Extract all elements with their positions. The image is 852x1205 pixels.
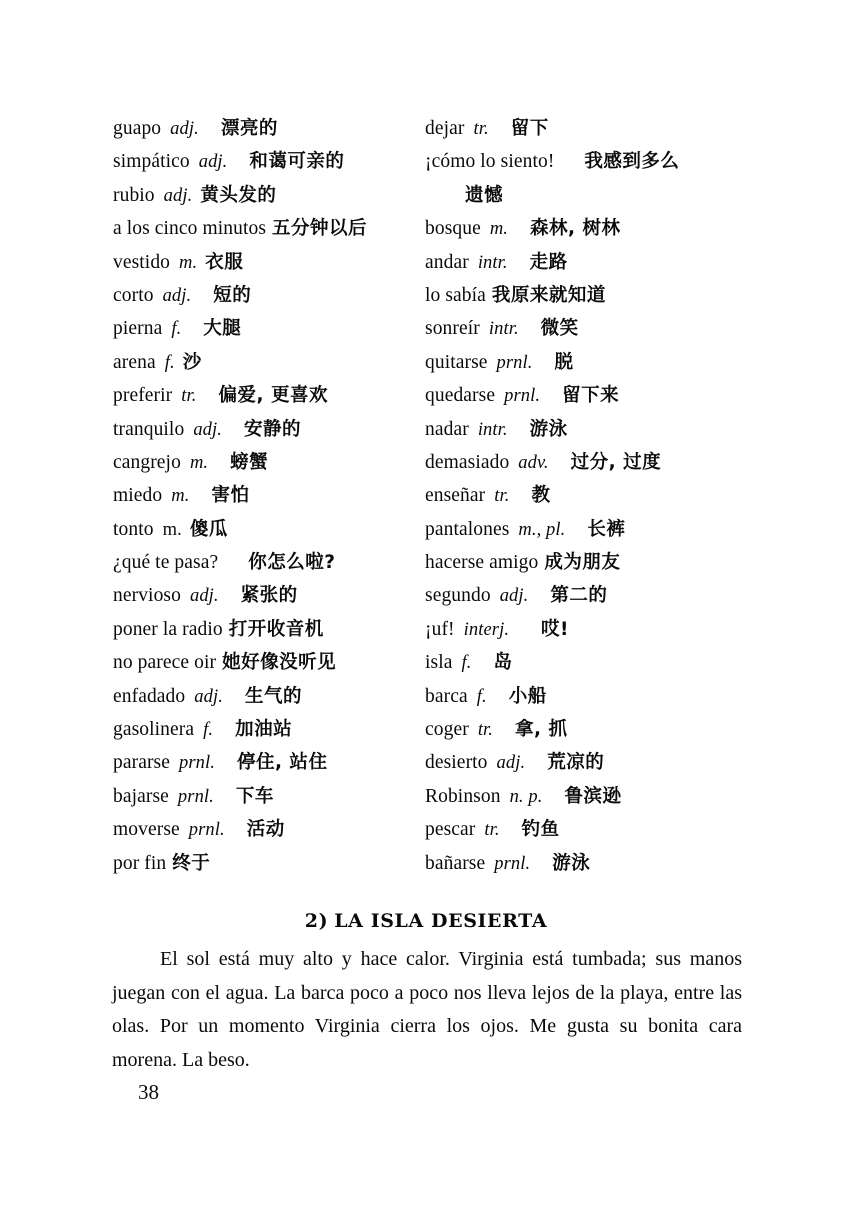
vocabulary-term: simpático	[113, 151, 190, 173]
part-of-speech: intr.	[488, 319, 519, 340]
vocabulary-entry	[425, 646, 750, 679]
vocabulary-term: ¡cómo lo siento!	[425, 151, 555, 173]
chinese-gloss: 安静的	[243, 418, 301, 440]
vocabulary-entry	[113, 346, 423, 379]
part-of-speech: adv.	[518, 452, 549, 473]
vocabulary-entry	[425, 746, 750, 779]
vocabulary-term: segundo	[425, 585, 491, 607]
chinese-gloss: 森林, 树林	[530, 218, 621, 240]
vocabulary-term: quitarse	[425, 351, 488, 373]
chinese-gloss: 五分钟以后	[272, 218, 368, 240]
vocabulary-term: poner la radio	[113, 618, 223, 640]
vocabulary-term: hacerse amigo	[425, 552, 539, 574]
chinese-gloss: 短的	[213, 284, 252, 306]
chinese-gloss: 衣服	[205, 251, 244, 273]
chinese-gloss: 下车	[235, 785, 274, 807]
chinese-gloss: 停住, 站住	[236, 752, 328, 774]
part-of-speech: adj.	[163, 185, 193, 206]
part-of-speech: f.	[164, 352, 175, 373]
part-of-speech: intr.	[477, 419, 508, 440]
chinese-gloss: 钓鱼	[521, 819, 560, 841]
part-of-speech: m.	[489, 219, 509, 240]
vocabulary-entry	[113, 479, 423, 512]
vocabulary-term: enseñar	[425, 485, 486, 507]
vocabulary-entry	[113, 212, 423, 245]
vocabulary-term: andar	[425, 251, 469, 273]
part-of-speech: prnl.	[496, 352, 533, 373]
vocabulary-entry	[113, 145, 423, 178]
part-of-speech: tr.	[484, 820, 500, 841]
vocabulary-entry	[425, 346, 750, 379]
chinese-gloss: 教	[531, 485, 551, 507]
part-of-speech: m.	[171, 486, 190, 507]
vocabulary-term: demasiado	[425, 451, 510, 473]
vocabulary-entry	[425, 312, 750, 345]
vocabulary-term: miedo	[113, 485, 163, 507]
chinese-gloss: 第二的	[550, 585, 608, 607]
chinese-gloss: 脱	[554, 351, 574, 373]
vocabulary-entry	[425, 246, 750, 279]
part-of-speech: adj.	[499, 586, 529, 607]
vocabulary-term: tranquilo	[113, 418, 185, 440]
chinese-gloss: 我原来就知道	[491, 284, 606, 306]
chinese-gloss: 加油站	[235, 719, 293, 741]
vocabulary-term: gasolinera	[113, 719, 195, 741]
vocabulary-term: moverse	[113, 819, 180, 841]
part-of-speech: prnl.	[177, 786, 214, 807]
vocabulary-term: dejar	[425, 118, 465, 139]
vocabulary-entry	[425, 479, 750, 512]
vocabulary-term: pararse	[113, 752, 170, 774]
chinese-gloss: 黄头发的	[200, 184, 277, 206]
chinese-gloss: 活动	[246, 819, 285, 841]
chinese-gloss: 过分, 过度	[570, 451, 662, 473]
vocabulary-term: ¿qué te pasa?	[113, 552, 219, 574]
vocabulary-entry	[425, 145, 750, 178]
vocabulary-entry	[113, 613, 423, 646]
vocabulary-entry	[113, 579, 423, 612]
chinese-gloss: 荒凉的	[547, 752, 605, 774]
chinese-gloss: 哎!	[541, 618, 569, 640]
vocabulary-entry	[113, 546, 423, 579]
vocabulary-term: corto	[113, 284, 154, 306]
vocabulary-entry	[113, 513, 423, 546]
vocabulary-entry	[113, 646, 423, 679]
part-of-speech: interj.	[463, 619, 510, 640]
part-of-speech: adj.	[198, 152, 228, 173]
chinese-gloss: 害怕	[211, 485, 250, 507]
vocabulary-entry	[425, 613, 750, 646]
chinese-gloss: 遗憾	[465, 184, 504, 206]
part-of-speech: m.	[179, 252, 198, 273]
part-of-speech: adj.	[194, 686, 223, 707]
vocabulary-entry	[113, 179, 423, 212]
vocabulary-term: pescar	[425, 819, 476, 841]
chinese-gloss: 打开收音机	[228, 618, 324, 640]
vocabulary-term: coger	[425, 719, 469, 741]
vocabulary-entry	[425, 546, 750, 579]
vocabulary-entry	[113, 112, 423, 145]
part-of-speech: adj.	[189, 586, 219, 607]
part-of-speech: adj.	[496, 753, 526, 774]
vocabulary-term: pantalones	[425, 518, 510, 540]
part-of-speech: tr.	[477, 720, 494, 741]
chinese-gloss: 螃蟹	[230, 451, 269, 473]
vocabulary-term: preferir	[113, 385, 173, 407]
chinese-gloss: 成为朋友	[544, 552, 621, 574]
vocabulary-term: isla	[425, 652, 453, 674]
part-of-speech: m.	[189, 452, 209, 473]
chinese-gloss: 游泳	[552, 852, 591, 874]
chinese-gloss: 游泳	[529, 418, 568, 440]
vocabulary-entry	[113, 413, 423, 446]
vocabulary-entry	[425, 780, 750, 813]
vocabulary-entry	[425, 847, 750, 880]
vocabulary-entry	[113, 713, 423, 746]
part-of-speech: f.	[461, 653, 472, 674]
vocabulary-term: arena	[113, 351, 156, 373]
vocabulary-term: barca	[425, 685, 468, 707]
chinese-gloss: 我感到多么	[584, 151, 680, 173]
chinese-gloss: 和蔼可亲的	[249, 151, 345, 173]
vocabulary-entry	[425, 813, 750, 846]
vocabulary-entry	[425, 212, 750, 245]
part-of-speech: prnl.	[494, 853, 531, 874]
vocabulary-term: enfadado	[113, 685, 186, 707]
part-of-speech: f.	[203, 720, 214, 741]
part-of-speech: tr.	[181, 386, 197, 407]
part-of-speech: tr.	[473, 119, 489, 139]
vocabulary-entry	[113, 379, 423, 412]
vocabulary-entry	[113, 780, 423, 813]
vocabulary-entry	[425, 513, 750, 546]
vocabulary-entry	[113, 312, 423, 345]
vocabulary-entry	[425, 179, 750, 212]
part-of-speech: prnl.	[188, 820, 225, 841]
chinese-gloss: 留下来	[562, 385, 620, 407]
vocabulary-term: bajarse	[113, 785, 169, 807]
part-of-speech: m.	[162, 519, 182, 540]
part-of-speech: n. p.	[509, 786, 543, 807]
chinese-gloss: 漂亮的	[220, 118, 278, 139]
part-of-speech: f.	[171, 319, 182, 340]
part-of-speech: intr.	[477, 252, 508, 273]
vocabulary-column-right	[425, 112, 750, 880]
vocabulary-term: quedarse	[425, 385, 496, 407]
chinese-gloss: 紧张的	[240, 585, 298, 607]
section-title: LA ISLA DESIERTA	[334, 910, 548, 932]
chinese-gloss: 终于	[172, 852, 211, 874]
page-number: 38	[138, 1080, 159, 1104]
part-of-speech: adj.	[170, 119, 199, 139]
vocabulary-entry	[425, 579, 750, 612]
chinese-gloss: 小船	[508, 685, 547, 707]
vocabulary-term: lo sabía	[425, 284, 486, 306]
vocabulary-entry	[425, 446, 750, 479]
chinese-gloss: 走路	[529, 251, 568, 273]
chinese-gloss: 生气的	[244, 685, 302, 707]
vocabulary-entry	[425, 379, 750, 412]
vocabulary-term: nadar	[425, 418, 469, 440]
chinese-gloss: 岛	[493, 652, 513, 674]
part-of-speech: m., pl.	[518, 519, 566, 540]
vocabulary-entry	[113, 279, 423, 312]
vocabulary-entry	[425, 112, 750, 145]
chinese-gloss: 长裤	[587, 518, 626, 540]
part-of-speech: adj.	[162, 285, 192, 306]
vocabulary-term: nervioso	[113, 585, 181, 607]
vocabulary-term: vestido	[113, 251, 171, 273]
chinese-gloss: 拿, 抓	[515, 719, 568, 741]
vocabulary-entry	[113, 446, 423, 479]
chinese-gloss: 微笑	[540, 318, 579, 340]
vocabulary-entry	[113, 680, 423, 713]
part-of-speech: adj.	[193, 419, 222, 440]
vocabulary-term: guapo	[113, 118, 162, 139]
chinese-gloss: 她好像没听见	[222, 652, 337, 674]
vocabulary-entry	[113, 813, 423, 846]
chinese-gloss: 傻瓜	[189, 518, 228, 540]
reading-paragraph: El sol está muy alto y hace calor. Virginia está tumbada; sus manos juegan con el agua. La barca poco a poco nos lleva lejos de la playa, entre las olas. Por un momento Virginia cierra los ojos. Me gusta su bonita cara morena. La beso.	[112, 948, 742, 1071]
vocabulary-term: bañarse	[425, 852, 486, 874]
vocabulary-term: ¡uf!	[425, 618, 455, 640]
chinese-gloss: 你怎么啦?	[248, 552, 336, 574]
vocabulary-term: sonreír	[425, 318, 480, 340]
vocabulary-entry	[425, 680, 750, 713]
vocabulary-term: desierto	[425, 752, 488, 774]
vocabulary-entry	[113, 246, 423, 279]
vocabulary-term: pierna	[113, 318, 163, 340]
vocabulary-entry	[113, 847, 423, 880]
part-of-speech: prnl.	[179, 753, 215, 774]
section-number: 2)	[304, 910, 329, 932]
vocabulary-term: por fin	[113, 852, 167, 874]
vocabulary-entry	[113, 746, 423, 779]
chinese-gloss: 沙	[182, 351, 202, 373]
part-of-speech: f.	[476, 686, 487, 707]
chinese-gloss: 鲁滨逊	[564, 785, 622, 807]
vocabulary-term: bosque	[425, 218, 481, 240]
chinese-gloss: 大腿	[203, 318, 242, 340]
vocabulary-term: no parece oir	[113, 652, 217, 674]
vocabulary-term: tonto	[113, 518, 154, 540]
chinese-gloss: 偏爱, 更喜欢	[218, 385, 328, 407]
vocabulary-column-left	[113, 112, 423, 880]
part-of-speech: prnl.	[504, 386, 541, 407]
vocabulary-entry	[425, 713, 750, 746]
vocabulary-term: Robinson	[425, 785, 501, 807]
vocabulary-term: rubio	[113, 184, 155, 206]
chinese-gloss: 留下	[510, 118, 549, 139]
vocabulary-entry	[425, 413, 750, 446]
part-of-speech: tr.	[494, 486, 510, 507]
vocabulary-term: cangrejo	[113, 451, 181, 473]
vocabulary-entry	[425, 279, 750, 312]
vocabulary-term: a los cinco minutos	[113, 218, 267, 240]
section-heading	[0, 910, 852, 932]
